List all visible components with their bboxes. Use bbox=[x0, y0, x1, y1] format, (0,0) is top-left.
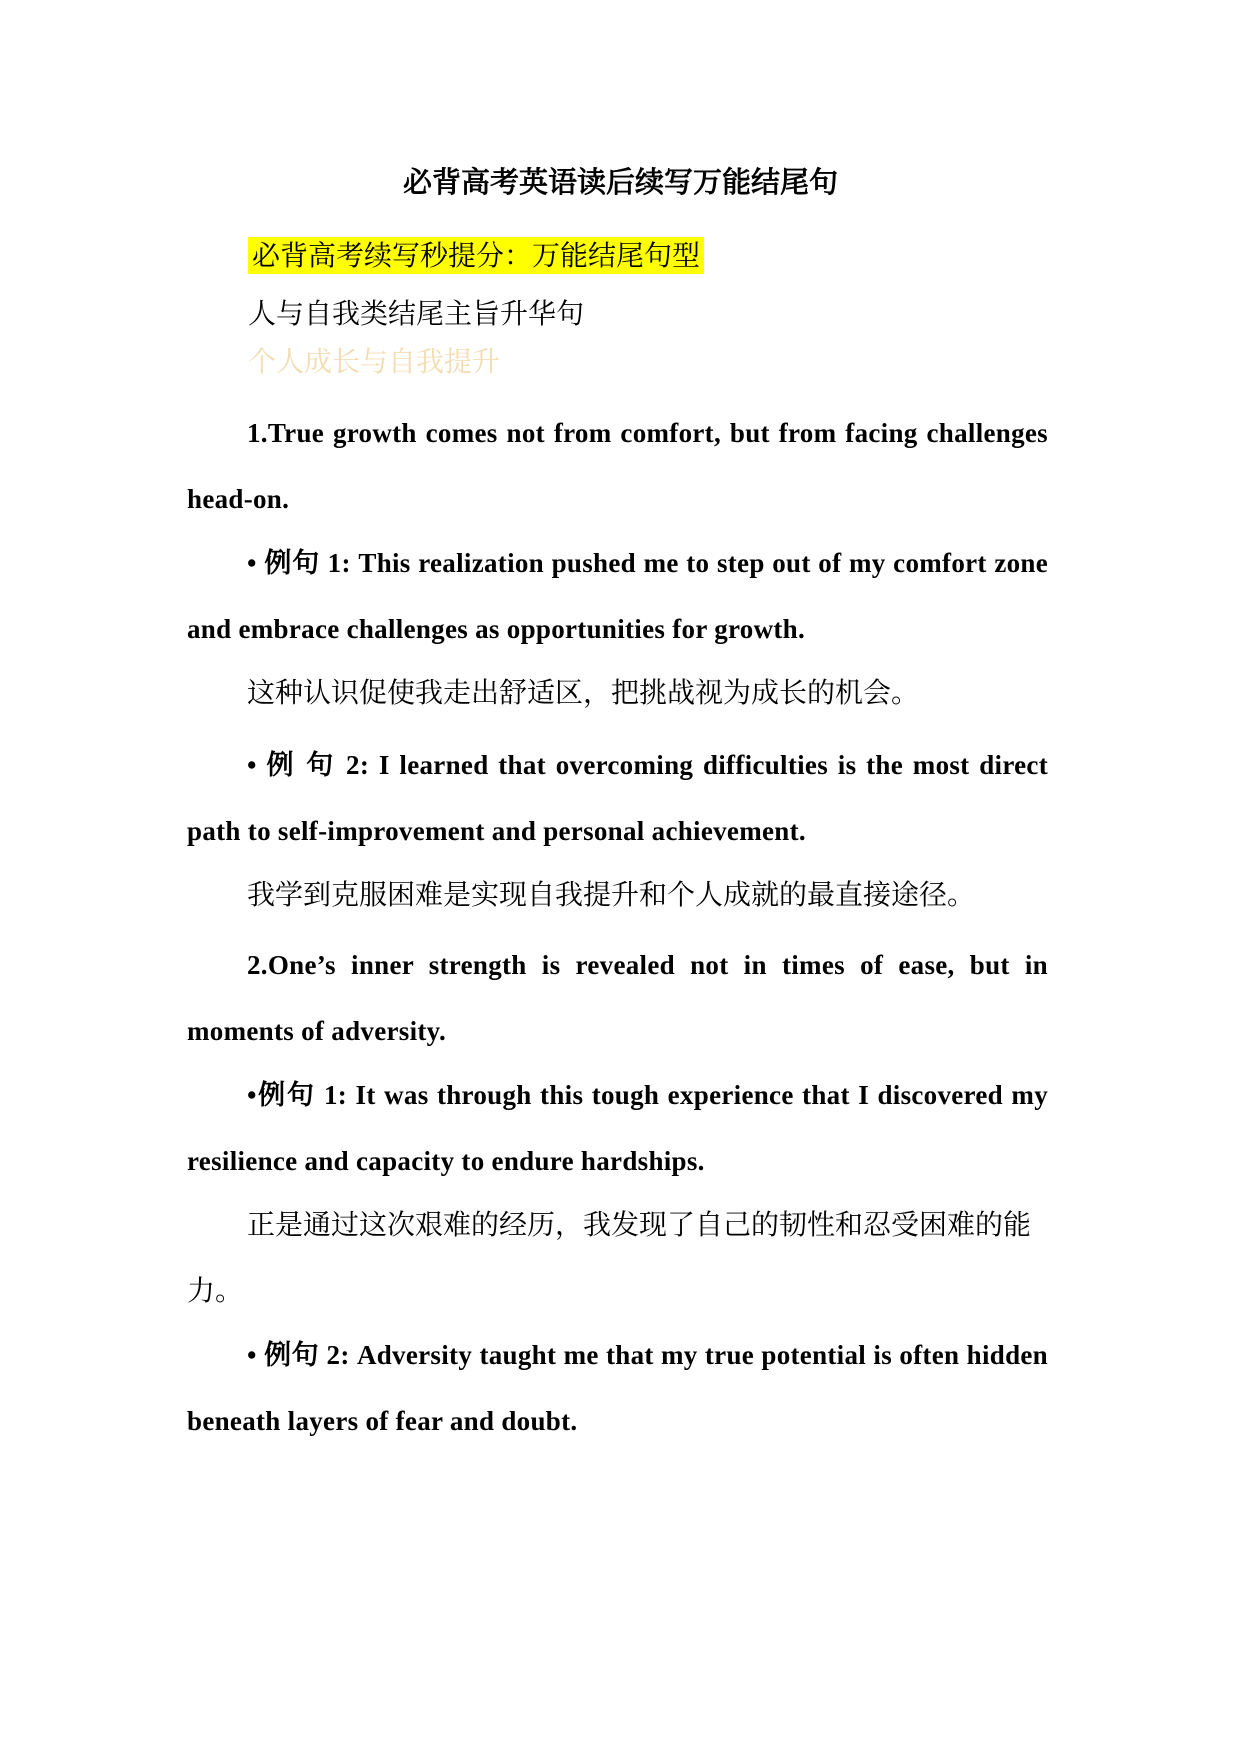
highlighted-heading bbox=[248, 234, 704, 278]
example-1-1-en: • 例句 1: This realization pushed me to step out of my comfort zone and embrace challenges as opportunities for growth. bbox=[187, 548, 1048, 644]
statement-1: 1.True growth comes not from comfort, but from facing challenges head-on. bbox=[187, 418, 1048, 514]
example-1-2-en: • 例 句 2: I learned that overcoming difficulties is the most direct path to self-improvement and personal achievement. bbox=[187, 750, 1048, 846]
document-title: 必背高考英语读后续写万能结尾句 bbox=[402, 165, 838, 199]
example-1-2-zh: 我学到克服困难是实现自我提升和个人成就的最直接途径。 bbox=[247, 878, 976, 911]
statement-2: 2.One’s inner strength is revealed not in times of ease, but in moments of adversity. bbox=[187, 950, 1048, 1046]
example-2-1-en: •例句 1: It was through this tough experience that I discovered my resilience and capacity to endure hardships. bbox=[187, 1080, 1048, 1176]
category-heading: 人与自我类结尾主旨升华句 bbox=[248, 297, 585, 330]
highlighted-heading-text: 必背高考续写秒提分：万能结尾句型 bbox=[248, 237, 704, 274]
section-heading: 个人成长与自我提升 bbox=[248, 345, 501, 378]
example-2-1-zh: 正是通过这次艰难的经历，我发现了自己的韧性和忍受困难的能力。 bbox=[187, 1208, 1032, 1307]
example-1-1-zh: 这种认识促使我走出舒适区，把挑战视为成长的机会。 bbox=[247, 676, 920, 709]
example-2-2-en: • 例句 2: Adversity taught me that my true potential is often hidden beneath layers of fear and doubt. bbox=[187, 1340, 1048, 1436]
